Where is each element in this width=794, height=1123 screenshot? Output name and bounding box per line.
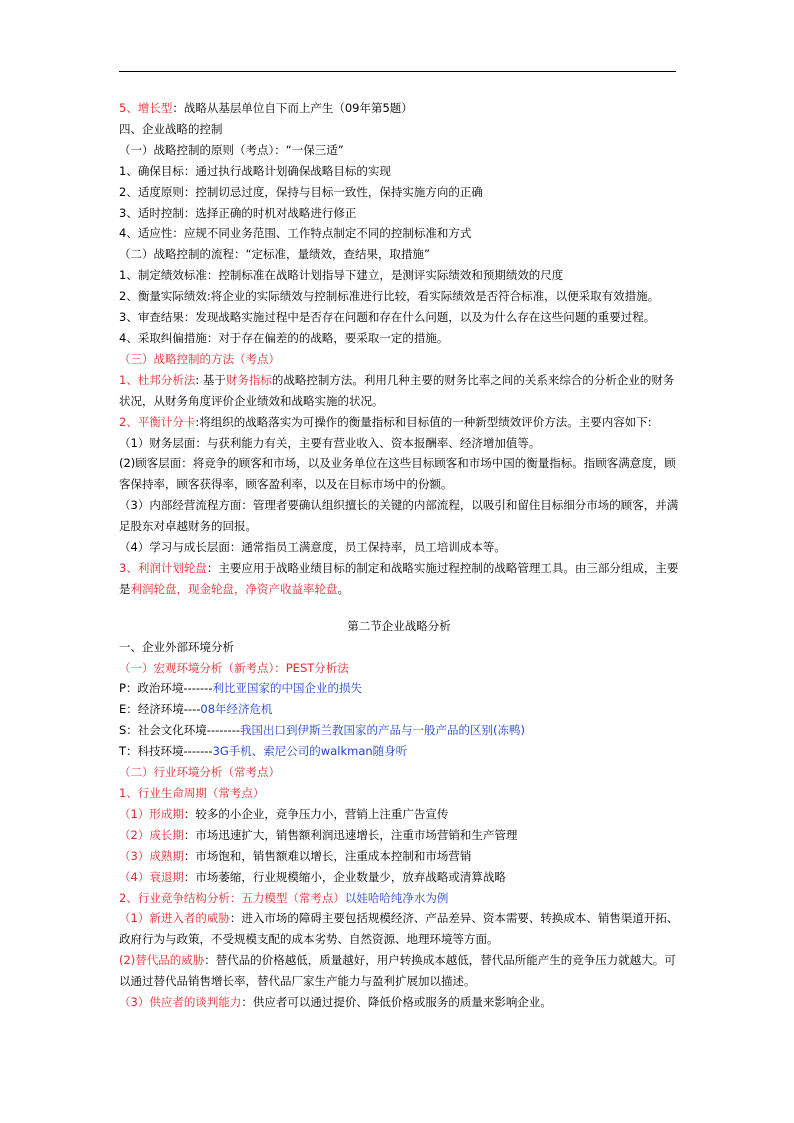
- list-item: [119, 846, 679, 867]
- term: 2、行业竞争结构分析：五力模型（常考点）: [119, 890, 345, 905]
- term: （1）形成期: [119, 806, 184, 821]
- text: ：较多的小企业，竞争压力小，营销上注重广告宣传: [183, 806, 449, 821]
- term-financial-indicators: 财务指标: [225, 372, 272, 387]
- paragraph-dupont: [119, 370, 679, 412]
- term-dupont: 1、杜邦分析法: [119, 372, 196, 387]
- text: S：社会文化环境--------: [119, 723, 240, 738]
- text: ：主要应用于战略业绩目标的制定和战略实施过程控制的战略管理工具。由三部分组成，主要是: [119, 560, 679, 596]
- term: （3）供应者的谈判能力: [119, 995, 242, 1010]
- list-item: (2)顾客层面：将竞争的顾客和市场，以及业务单位在这些目标顾客和市场中国的衡量指标。指顾客满意度，顾客保持率，顾客获得率，顾客盈利率，以及在目标市场中的份额。: [119, 456, 676, 492]
- text: 。: [337, 581, 349, 596]
- text: ：进入市场的障碍主要包括规模经济、产品差异、资本需要、转换成本、销售渠道开拓、政府行为与政策，不受规模支配的成本劣势、自然资源、地理环境等方面。: [119, 911, 679, 947]
- subheading-pest: （一）宏观环境分析（新考点）：PEST分析法: [119, 660, 349, 675]
- list-item: 3、适时控制：选择正确的时机对战略进行修正: [119, 205, 357, 220]
- term-balanced-scorecard: 2、平衡计分卡: [119, 414, 196, 429]
- list-item: 2、适度原则：控制切忌过度，保持与目标一致性，保持实施方向的正确: [119, 184, 483, 199]
- list-item: [119, 908, 679, 950]
- term: (2)替代品的威胁: [119, 953, 205, 968]
- subheading-control-principles: （一）战略控制的原则（考点）：“一保三适”: [119, 142, 344, 157]
- paragraph-balanced-scorecard: [119, 412, 679, 433]
- subheading-control-methods: （三）战略控制的方法（考点）: [119, 351, 280, 366]
- text: 的战略控制方法。利用几种主要的财务比率之间的关系来综合的分析企业的财务状况，从财务角度评价企业绩效和战略实施的状况。: [119, 372, 675, 408]
- list-item: 1、制定绩效标准：控制标准在战略计划指导下建立，是测评实际绩效和预期绩效的尺度: [119, 268, 564, 283]
- example-link: 我国出口到伊斯兰教国家的产品与一般产品的区别(冻鸭): [240, 723, 525, 738]
- document-body: [119, 98, 679, 1013]
- term: （4）衰退期: [119, 869, 184, 884]
- paragraph-profit-wheel: [119, 558, 679, 600]
- subheading-control-process: （二）战略控制的流程：“定标准，量绩效，查结果，取措施”: [119, 247, 430, 262]
- term: （3）成熟期: [119, 848, 184, 863]
- list-item: 4、采取纠偏措施：对于存在偏差的的战略，要采取一定的措施。: [119, 330, 449, 345]
- term-three-wheels: 利润轮盘，现金轮盘，净资产收益率轮盘: [130, 581, 338, 596]
- text: ：市场萎缩，行业规模缩小，企业数量少，放弃战略或清算战略: [183, 869, 506, 884]
- term: （1）新进入者的威胁: [119, 911, 230, 926]
- section-heading-strategy-control: 四、企业战略的控制: [119, 121, 223, 136]
- text: P：政治环境-------: [119, 681, 213, 696]
- list-item: （3）内部经营流程方面：管理者要确认组织擅长的关键的内部流程，以吸引和留住目标细分市场的顾客，并满足股东对卓越财务的回报。: [119, 498, 679, 534]
- list-item: （1）财务层面：与获利能力有关，主要有营业收入、资本报酬率、经济增加值等。: [119, 435, 541, 450]
- list-item: [119, 867, 679, 888]
- pest-item: [119, 720, 679, 741]
- spacer: [119, 600, 679, 616]
- list-item: [119, 992, 679, 1013]
- example-link: 3G手机、索尼公司的walkman随身听: [212, 744, 408, 759]
- list-item: （4）学习与成长层面：通常指员工满意度，员工保持率，员工培训成本等。: [119, 540, 506, 555]
- text: : 基于: [195, 372, 226, 387]
- text: ：替代品的价格越低，质量越好，用户转换成本越低，替代品所能产生的竞争压力就越大。可以通过替代品销售增长率，替代品厂家生产能力与盈利扩展加以描述。: [119, 953, 676, 989]
- pest-item: [119, 699, 679, 720]
- text: ：战略从基层单位自下而上产生（09年第5题）: [172, 101, 413, 115]
- section-heading-external-analysis: 一、企业外部环境分析: [119, 639, 234, 654]
- example-link: 利比亚国家的中国企业的损失: [212, 681, 362, 696]
- subheading-five-forces: [119, 888, 679, 909]
- text: ：供应者可以通过提价、降低价格或服务的质量来影响企业。: [241, 995, 552, 1010]
- example-link: 08年经济危机: [200, 702, 273, 717]
- pest-item: [119, 678, 679, 699]
- example-link: 以娃哈哈纯净水为例: [344, 890, 449, 905]
- pest-item: [119, 741, 679, 762]
- subheading-industry-analysis: （二）行业环境分析（常考点）: [119, 765, 280, 780]
- list-item: 3、审查结果：发现战略实施过程中是否存在问题和存在什么问题，以及为什么存在这些问题的重要过程。: [119, 310, 656, 325]
- subheading-life-cycle: 1、行业生命周期（常考点）: [119, 786, 265, 800]
- list-item: 4、适应性：应规不同业务范围、工作特点制定不同的控制标准和方式: [119, 226, 472, 241]
- term-growth-type: 5、增长型: [119, 101, 173, 115]
- line-growth-type: [119, 98, 679, 119]
- text: ：市场迅速扩大，销售额利润迅速增长，注重市场营销和生产管理: [183, 827, 518, 842]
- term: （2）成长期: [119, 827, 184, 842]
- list-item: [119, 825, 679, 846]
- text: :将组织的战略落实为可操作的衡量指标和目标值的一种新型绩效评价方法。主要内容如下:: [195, 414, 652, 429]
- term-profit-plan-wheel: 3、利润计划轮盘: [119, 560, 207, 575]
- list-item: [119, 804, 679, 825]
- text: E：经济环境----: [119, 702, 201, 717]
- list-item: 2、衡量实际绩效:将企业的实际绩效与控制标准进行比较，看实际绩效是否符合标准，以便采取有效措施。: [119, 289, 660, 304]
- list-item: [119, 950, 679, 992]
- text: ：市场饱和，销售额难以增长，注重成本控制和市场营销: [183, 848, 472, 863]
- header-rule: [119, 71, 676, 72]
- text: T：科技环境-------: [119, 744, 213, 759]
- section-title: 第二节企业战略分析: [347, 618, 451, 633]
- list-item: 1、确保目标：通过执行战略计划确保战略目标的实现: [119, 163, 391, 178]
